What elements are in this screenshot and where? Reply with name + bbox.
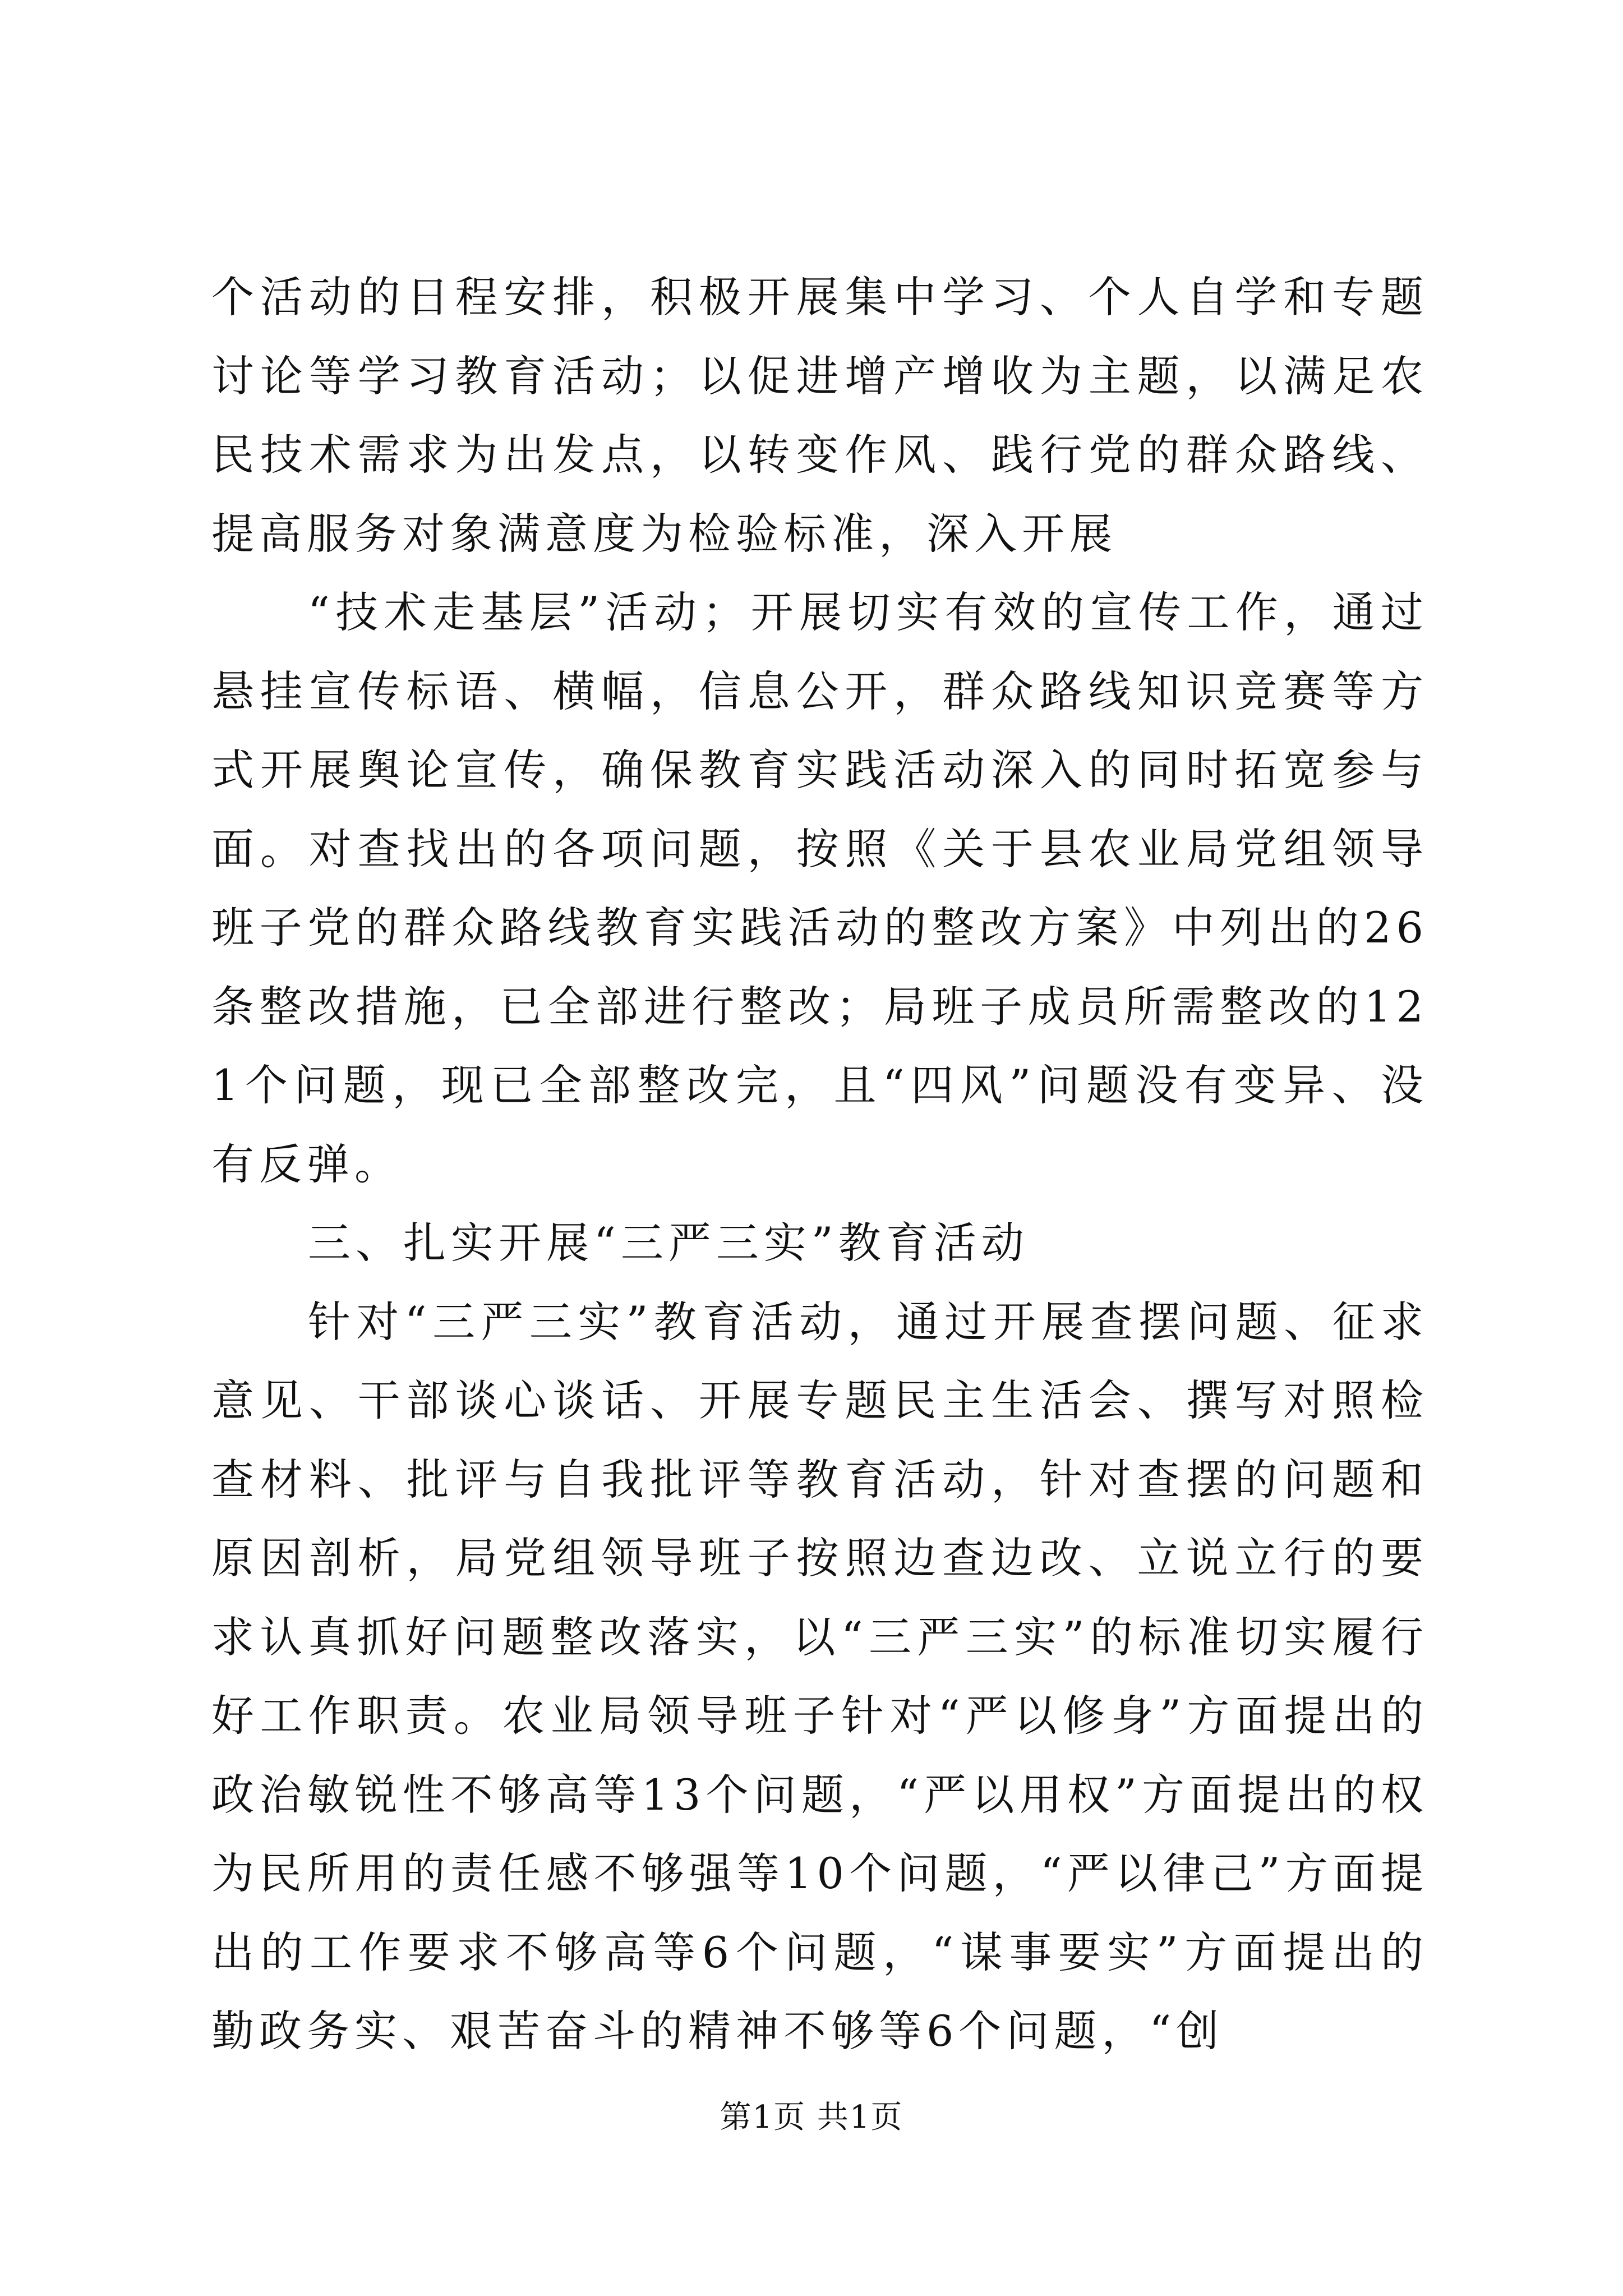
- document-body: [211, 258, 1428, 2071]
- paragraph-3: 针对“三严三实”教育活动，通过开展查摆问题、征求意见、干部谈心谈话、开展专题民主生活会、撰写对照检查材料、批评与自我批评等教育活动，针对查摆的问题和原因剖析，局党组领导班子按照边查边改、立说立行的要求认真抓好问题整改落实，以“三严三实”的标准切实履行好工作职责。农业局领导班子针对“严以修身”方面提出的政治敏锐性不够高等13个问题，“严以用权”方面提出的权为民所用的责任感不够强等10个问题，“严以律己”方面提出的工作要求不够高等6个问题，“谋事要实”方面提出的勤政务实、艰苦奋斗的精神不够等6个问题，“创: [211, 1296, 1428, 2056]
- paragraph-1: 个活动的日程安排，积极开展集中学习、个人自学和专题讨论等学习教育活动；以促进增产增收为主题，以满足农民技术需求为出发点，以转变作风、践行党的群众路线、提高服务对象满意度为检验标准，深入开展: [211, 272, 1428, 559]
- page-footer: 第1页 共1页: [720, 2099, 903, 2136]
- section-heading: 三、扎实开展“三严三实”教育活动: [308, 1218, 1029, 1268]
- paragraph-2: “技术走基层”活动；开展切实有效的宣传工作，通过悬挂宣传标语、横幅，信息公开，群众路线知识竞赛等方式开展舆论宣传，确保教育实践活动深入的同时拓宽参与面。对查找出的各项问题，按照《关于县农业局党组领导班子党的群众路线教育实践活动的整改方案》中列出的26条整改措施，已全部进行整改；局班子成员所需整改的121个问题，现已全部整改完，且“四风”问题没有变异、没有反弹。: [211, 587, 1428, 1189]
